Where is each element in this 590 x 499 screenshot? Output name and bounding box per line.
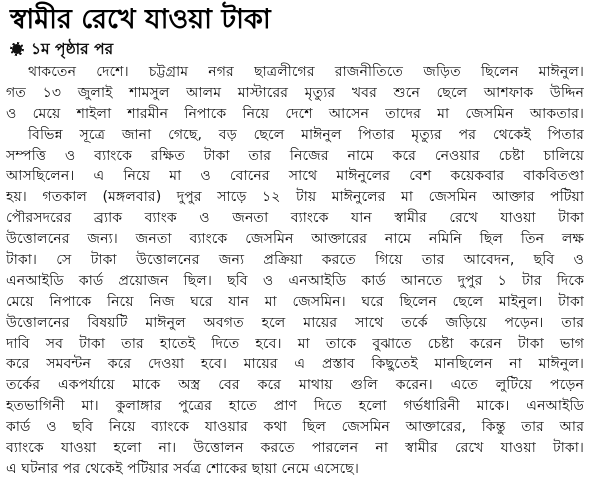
body-line: হতভাগিনী মা। কুলাঙ্গার পুত্রের হাতে প্রাণ দিতে হলো গর্ভধারিনী মাকে। এনআইডি <box>6 398 584 415</box>
body-line: উত্তোলনের জন্য। জনতা ব্যাংকে জেসমিন আক্তারের নামে নমিনি ছিল তিন লক্ষ <box>6 231 584 248</box>
continued-label: ১ম পৃষ্ঠার পর <box>31 40 114 58</box>
body-line: ব্যাংকে যাওয়া হলো না। উত্তোলন করতে পারলেন না স্বামীর রেখে যাওয়া টাকা। <box>6 440 584 457</box>
body-line: হয়। গতকাল (মঙ্গলবার) দুপুর সাড়ে ১২ টায় মাঈনুলের মা জেসমিন আক্তার পটিয়া <box>6 189 584 206</box>
body-line: সম্পত্তি ও ব্যাংকে রক্ষিত টাকা তার নিজের নামে করে নেওয়ার চেষ্টা চালিয়ে <box>6 147 584 164</box>
body-line: করে সমবন্টন করে দেওয়া হবে। মায়ের এ প্রস্তাব কিছুতেই মানছিলেন না মাঈনুল। <box>6 356 584 373</box>
body-line: দাবি সব টাকা তার হাতেই দিতে হবে। মা তাকে বুঝাতে চেষ্টা করেন টাকা ভাগ <box>6 335 584 352</box>
body-line: টাকা। সে টাকা উত্তোলনের জন্য প্রক্রিয়া করতে গিয়ে তার আবেদন, ছবি ও <box>6 252 584 269</box>
article-body <box>6 62 584 480</box>
body-line: থাকতেন দেশে। চট্টগ্রাম নগর ছাত্রলীগের রাজনীতিতে জড়িত ছিলেন মাঈনুল। <box>28 64 584 80</box>
body-line: এনআইডি কার্ড প্রয়োজন ছিল। ছবি ও এনআইডি কার্ড আনতে দুপুর ১ টার দিকে <box>6 272 584 289</box>
body-line: তর্কের একপর্যায়ে মাকে অস্ত্র বের করে মাথায় গুলি করেন। এতে লুটিয়ে পড়েন <box>6 377 584 394</box>
sun-bullet-icon <box>10 42 24 56</box>
body-line: পৌরসদরের ব্র্যাক ব্যাংক ও জনতা ব্যাংকে যান স্বামীর রেখে যাওয়া টাকা <box>6 210 584 227</box>
body-line: আসছিলেন। এ নিয়ে মা ও বোনের সাথে মাঈনুলের বেশ কয়েকবার বাকবিতণ্ডা <box>6 168 584 185</box>
body-line: গত ১৩ জুলাই শামসুল আলম মাস্টারের মৃত্যুর খবর শুনে ছেলে আশফাক উদ্দিন <box>6 84 584 101</box>
body-line: বিভিন্ন সূত্রে জানা গেছে, বড় ছেলে মাঈনুল পিতার মৃত্যুর পর থেকেই পিতার <box>28 126 584 143</box>
body-line: উত্তোলনের বিষয়টি মাঈনুল অবগত হলে মায়ের সাথে তর্কে জড়িয়ে পড়েন। তার <box>6 314 584 331</box>
body-line: কার্ড ও ছবি নিয়ে ব্যাংকে যাওয়ার কথা ছিল জেসমিন আক্তারের, কিন্তু তার আর <box>6 419 584 436</box>
body-line: ও মেয়ে শাইলা শারমীন নিপাকে নিয়ে দেশে আসেন তাদের মা জেসমিন আকতার। <box>6 105 584 122</box>
continued-from-line <box>10 38 584 60</box>
body-line: মেয়ে নিপাকে নিয়ে নিজ ঘরে যান মা জেসমিন। ঘরে ছিলেন ছেলে মাইনুল। টাকা <box>6 293 584 310</box>
headline: স্বামীর রেখে যাওয়া টাকা <box>10 4 271 35</box>
body-line: এ ঘটনার পর থেকেই পটিয়ার সর্বত্র শোকের ছায়া নেমে এসেছে। <box>6 460 359 477</box>
